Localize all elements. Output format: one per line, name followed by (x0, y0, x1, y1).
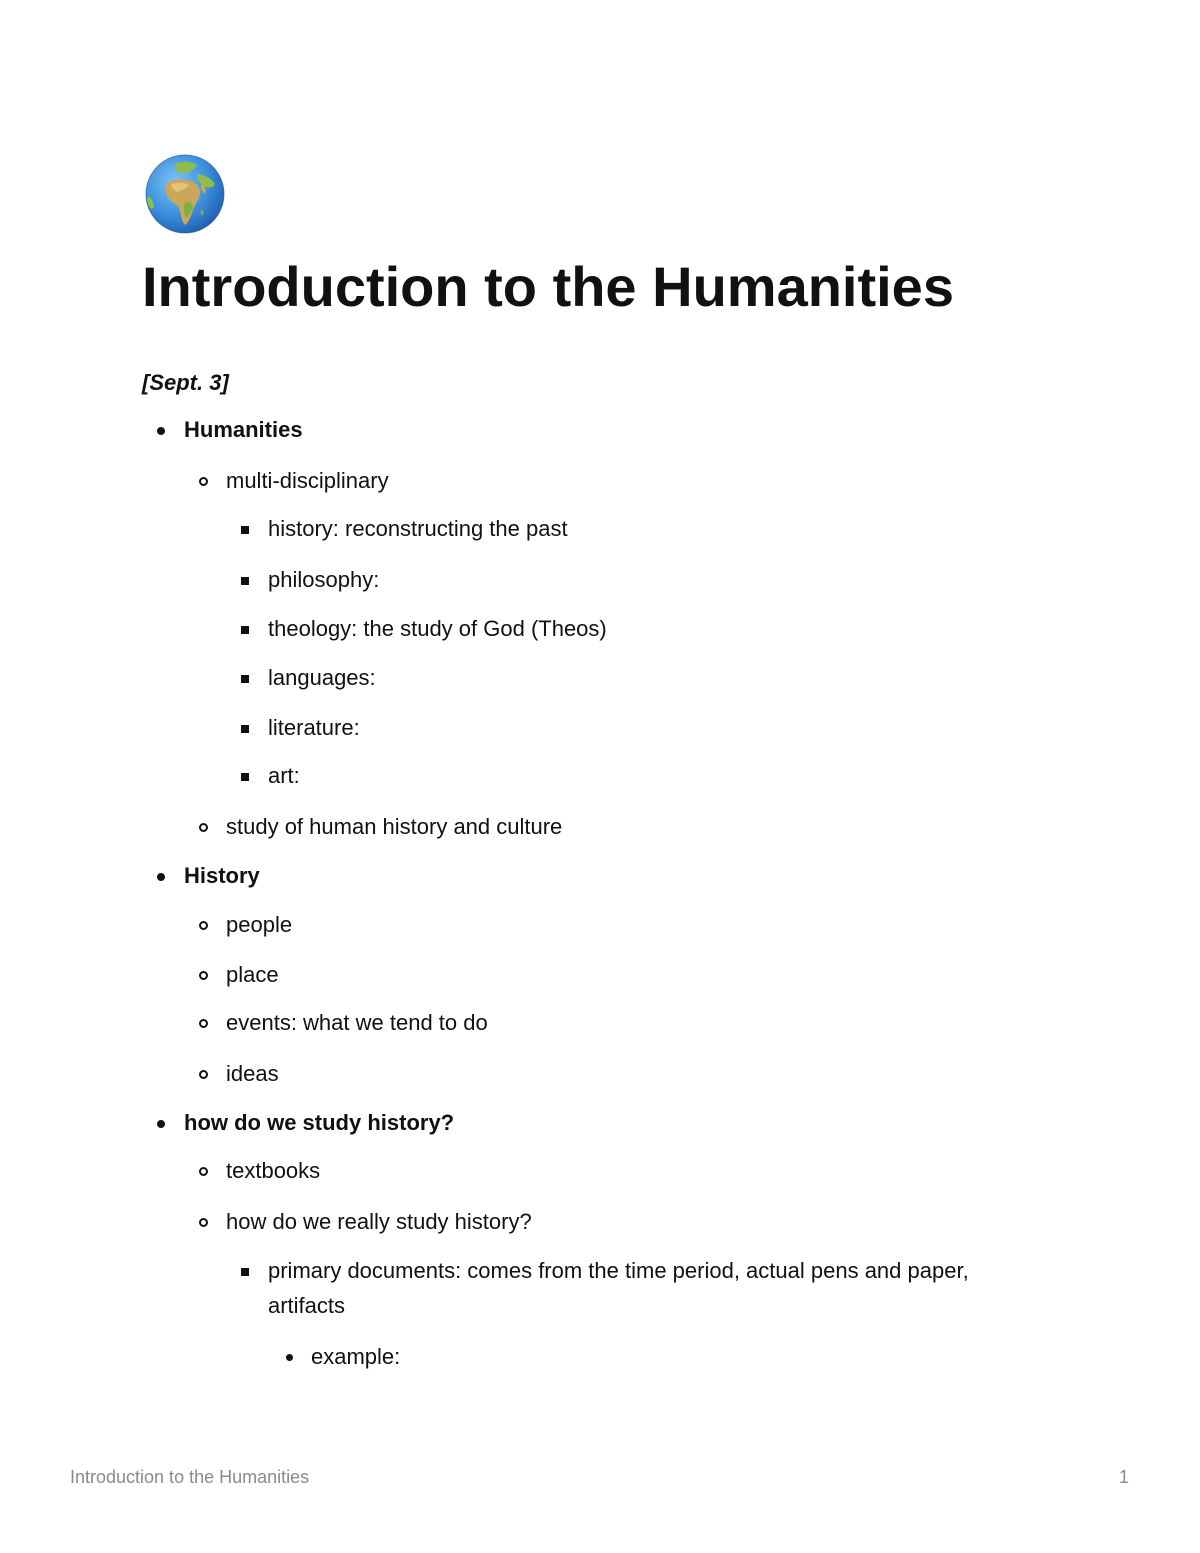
list-item-label: literature: (268, 715, 360, 740)
bullet-circle-icon (199, 1218, 208, 1227)
bullet-square-icon (241, 1268, 249, 1276)
list-item-multi-disciplinary (226, 466, 389, 496)
list-item-really-study-history (226, 1207, 532, 1237)
list-item-label: art: (268, 763, 300, 788)
list-item-label: textbooks (226, 1158, 321, 1183)
bullet-circle-icon (199, 477, 208, 486)
list-item-label: study of human history and culture (226, 814, 563, 839)
list-item-theology (268, 614, 607, 644)
bullet-circle-icon (199, 1167, 208, 1176)
list-item-label: theology: the study of God (Theos) (268, 616, 607, 641)
bullet-square-icon (241, 675, 249, 683)
list-item-how-study-history (184, 1108, 454, 1138)
list-item-events (226, 1008, 488, 1038)
list-item-label: Humanities (184, 417, 303, 442)
bullet-disc-icon (157, 873, 165, 881)
list-item-label: place (226, 962, 279, 987)
list-item-label: history: reconstructing the past (268, 516, 568, 541)
list-item-textbooks (226, 1156, 320, 1186)
bullet-square-icon (241, 577, 249, 585)
footer-title: Introduction to the Humanities (70, 1467, 310, 1487)
bullet-square-icon (241, 626, 249, 634)
list-item-languages (268, 663, 376, 693)
list-item-label: languages: (268, 665, 376, 690)
bullet-circle-icon (199, 823, 208, 832)
bullet-disc-icon (157, 427, 165, 435)
list-item-label: how do we really study history? (226, 1209, 532, 1234)
bullet-square-icon (241, 725, 249, 733)
list-item-label: multi-disciplinary (226, 468, 389, 493)
list-item-art (268, 761, 300, 791)
list-item-label: how do we study history? (184, 1110, 455, 1135)
list-item-label: philosophy: (268, 567, 380, 592)
bullet-square-icon (241, 526, 249, 534)
bullet-circle-icon (199, 1019, 208, 1028)
list-item-label: ideas (226, 1061, 279, 1086)
bullet-square-icon (241, 773, 249, 781)
list-item-example (311, 1342, 400, 1372)
list-item-history (184, 861, 260, 891)
page-number: 1 (1118, 1467, 1129, 1487)
bullet-circle-icon (199, 971, 208, 980)
bullet-disc-icon (157, 1120, 165, 1128)
list-item-label: History (184, 863, 260, 888)
bullet-disc-icon (286, 1354, 293, 1361)
list-item-history-discipline (268, 514, 568, 544)
bullet-circle-icon (199, 921, 208, 930)
list-item-people (226, 910, 292, 940)
list-item-humanities (184, 415, 303, 445)
document-title: Introduction to the Humanities (142, 255, 954, 318)
list-item-philosophy (268, 565, 379, 595)
list-item-ideas (226, 1059, 279, 1089)
bullet-circle-icon (199, 1070, 208, 1079)
globe-icon (145, 154, 225, 234)
list-item-label: people (226, 912, 293, 937)
date-heading: [Sept. 3] (142, 370, 229, 395)
list-item-label: example: (311, 1344, 401, 1369)
list-item-primary-documents (268, 1253, 1048, 1323)
list-item-place (226, 960, 279, 990)
list-item-study-human-history (226, 812, 562, 842)
list-item-literature (268, 713, 360, 743)
list-item-label: events: what we tend to do (226, 1010, 488, 1035)
list-item-label: primary documents: comes from the time period, actual pens and paper, artifacts (268, 1258, 969, 1318)
